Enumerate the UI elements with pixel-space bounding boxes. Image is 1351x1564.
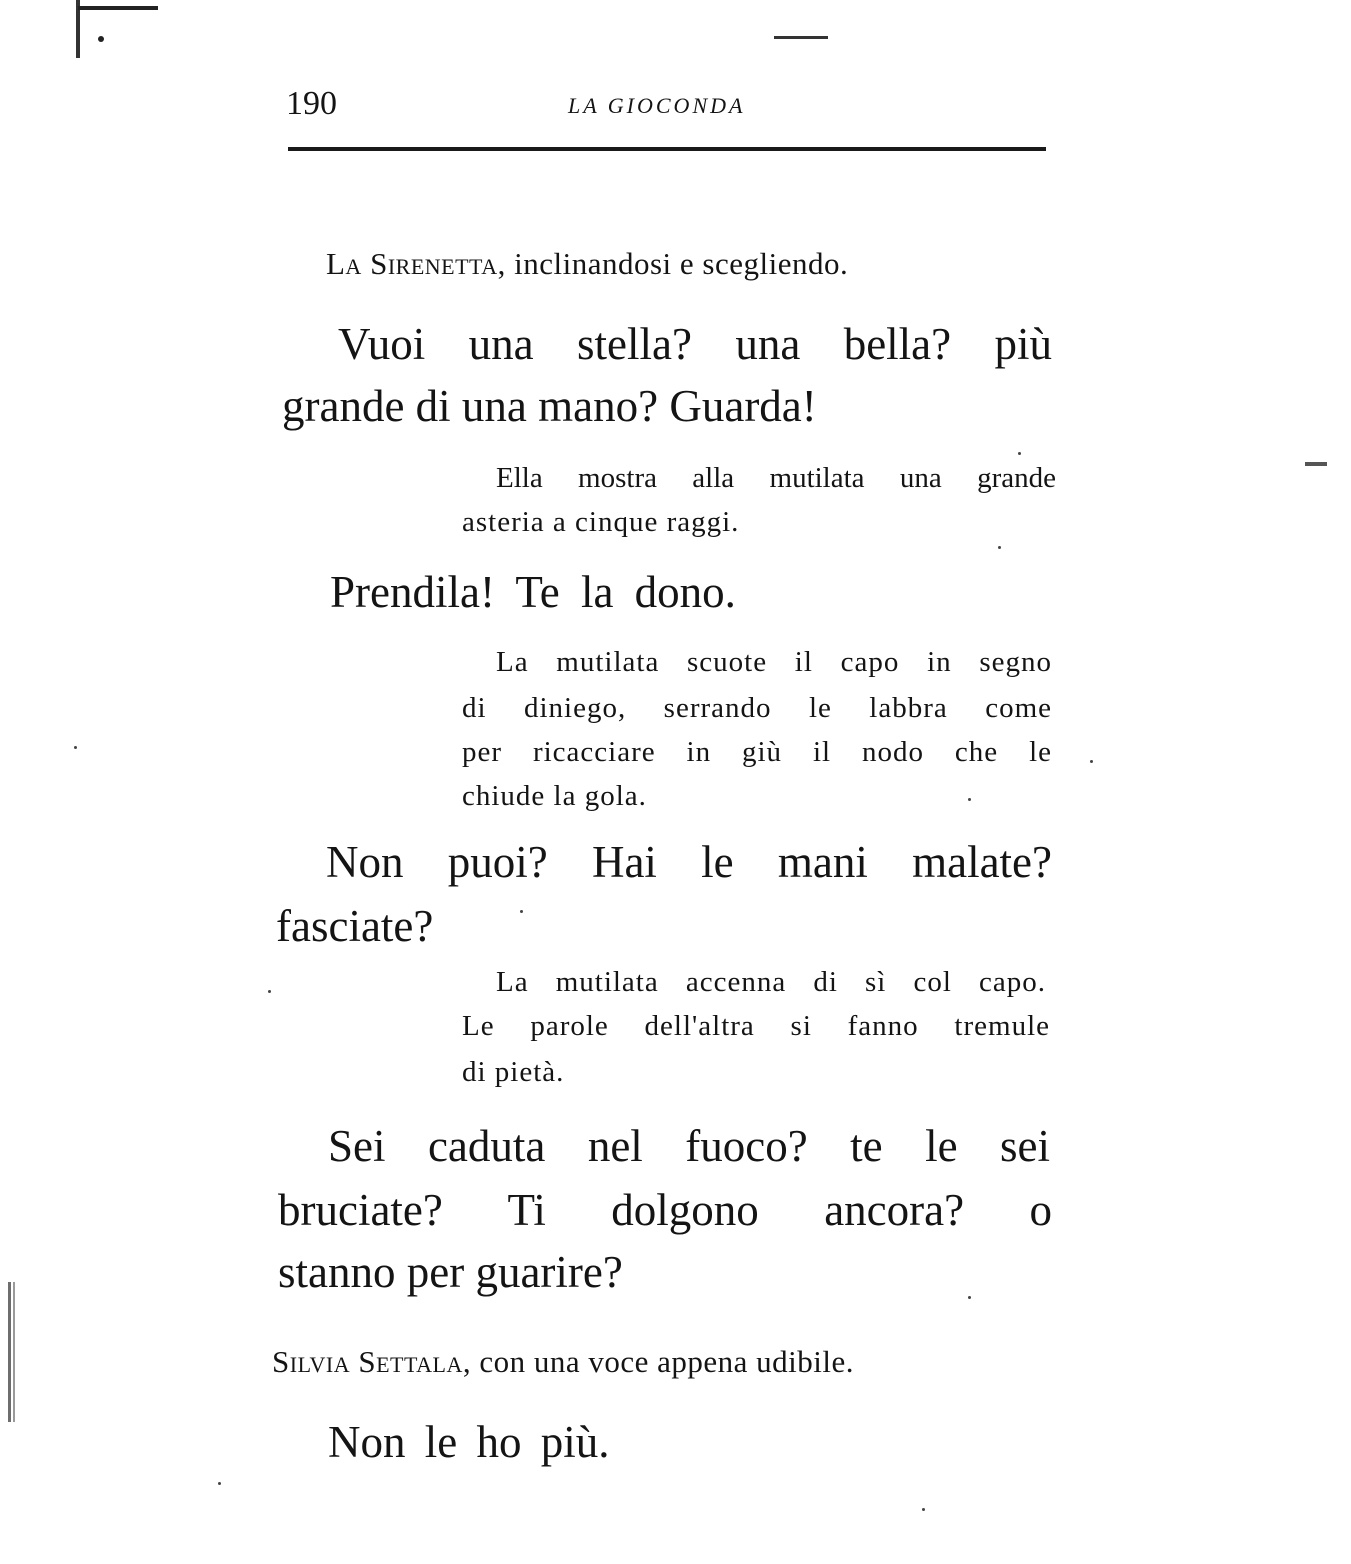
page-number: 190 <box>286 85 337 122</box>
verse-line: Non puoi? Hai le mani malate? <box>326 837 1052 887</box>
running-title: LA GIOCONDA <box>568 93 746 118</box>
scan-edge-mark <box>1305 462 1327 466</box>
speaker-name: Silvia Settala <box>272 1344 463 1379</box>
verse-line: Non le ho più. <box>328 1417 610 1467</box>
stage-direction-line: La mutilata accenna di sì col capo. <box>496 966 1046 998</box>
scan-speck <box>268 990 271 993</box>
header-rule <box>288 147 1046 151</box>
scan-corner-mark <box>78 6 158 10</box>
scan-speck <box>74 746 77 749</box>
stage-direction-line: Ella mostra alla mutilata una grande <box>496 462 1056 494</box>
verse-line: fasciate? <box>276 901 434 951</box>
scan-speck <box>998 546 1001 549</box>
speaker-line <box>326 244 848 284</box>
speaker-line <box>272 1342 854 1382</box>
verse-line: bruciate? Ti dolgono ancora? o <box>278 1185 1052 1235</box>
scan-speck <box>1090 760 1093 763</box>
scan-speck <box>98 36 104 42</box>
stage-direction-line: chiude la gola. <box>462 780 647 812</box>
verse-line: grande di una mano? Guarda! <box>282 381 817 431</box>
verse-line: Sei caduta nel fuoco? te le sei <box>328 1121 1050 1171</box>
verse-line: Vuoi una stella? una bella? più <box>338 319 1052 369</box>
scan-speck <box>968 798 971 801</box>
scan-speck <box>968 1296 971 1299</box>
scan-speck <box>520 910 523 913</box>
stage-direction-line: di diniego, serrando le labbra come <box>462 692 1052 724</box>
scan-speck <box>1018 452 1021 455</box>
stage-direction-line: La mutilata scuote il capo in segno <box>496 646 1052 678</box>
stage-direction-line: asteria a cinque raggi. <box>462 506 740 538</box>
stage-direction-line: per ricacciare in giù il nodo che le <box>462 736 1052 768</box>
stage-direction: , con una voce appena udibile. <box>462 1344 855 1379</box>
scan-speck <box>922 1508 925 1511</box>
scan-speck <box>218 1482 221 1485</box>
scan-edge-mark <box>8 1282 18 1422</box>
stage-direction: , inclinandosi e scegliendo. <box>497 246 849 281</box>
verse-line: stanno per guarire? <box>278 1247 623 1297</box>
speaker-name: La Sirenetta <box>326 246 498 281</box>
verse-line: Prendila! Te la dono. <box>330 567 736 617</box>
stage-direction-line: di pietà. <box>462 1056 565 1088</box>
scan-dash <box>774 36 828 39</box>
stage-direction-line: Le parole dell'altra si fanno tremule <box>462 1010 1050 1042</box>
